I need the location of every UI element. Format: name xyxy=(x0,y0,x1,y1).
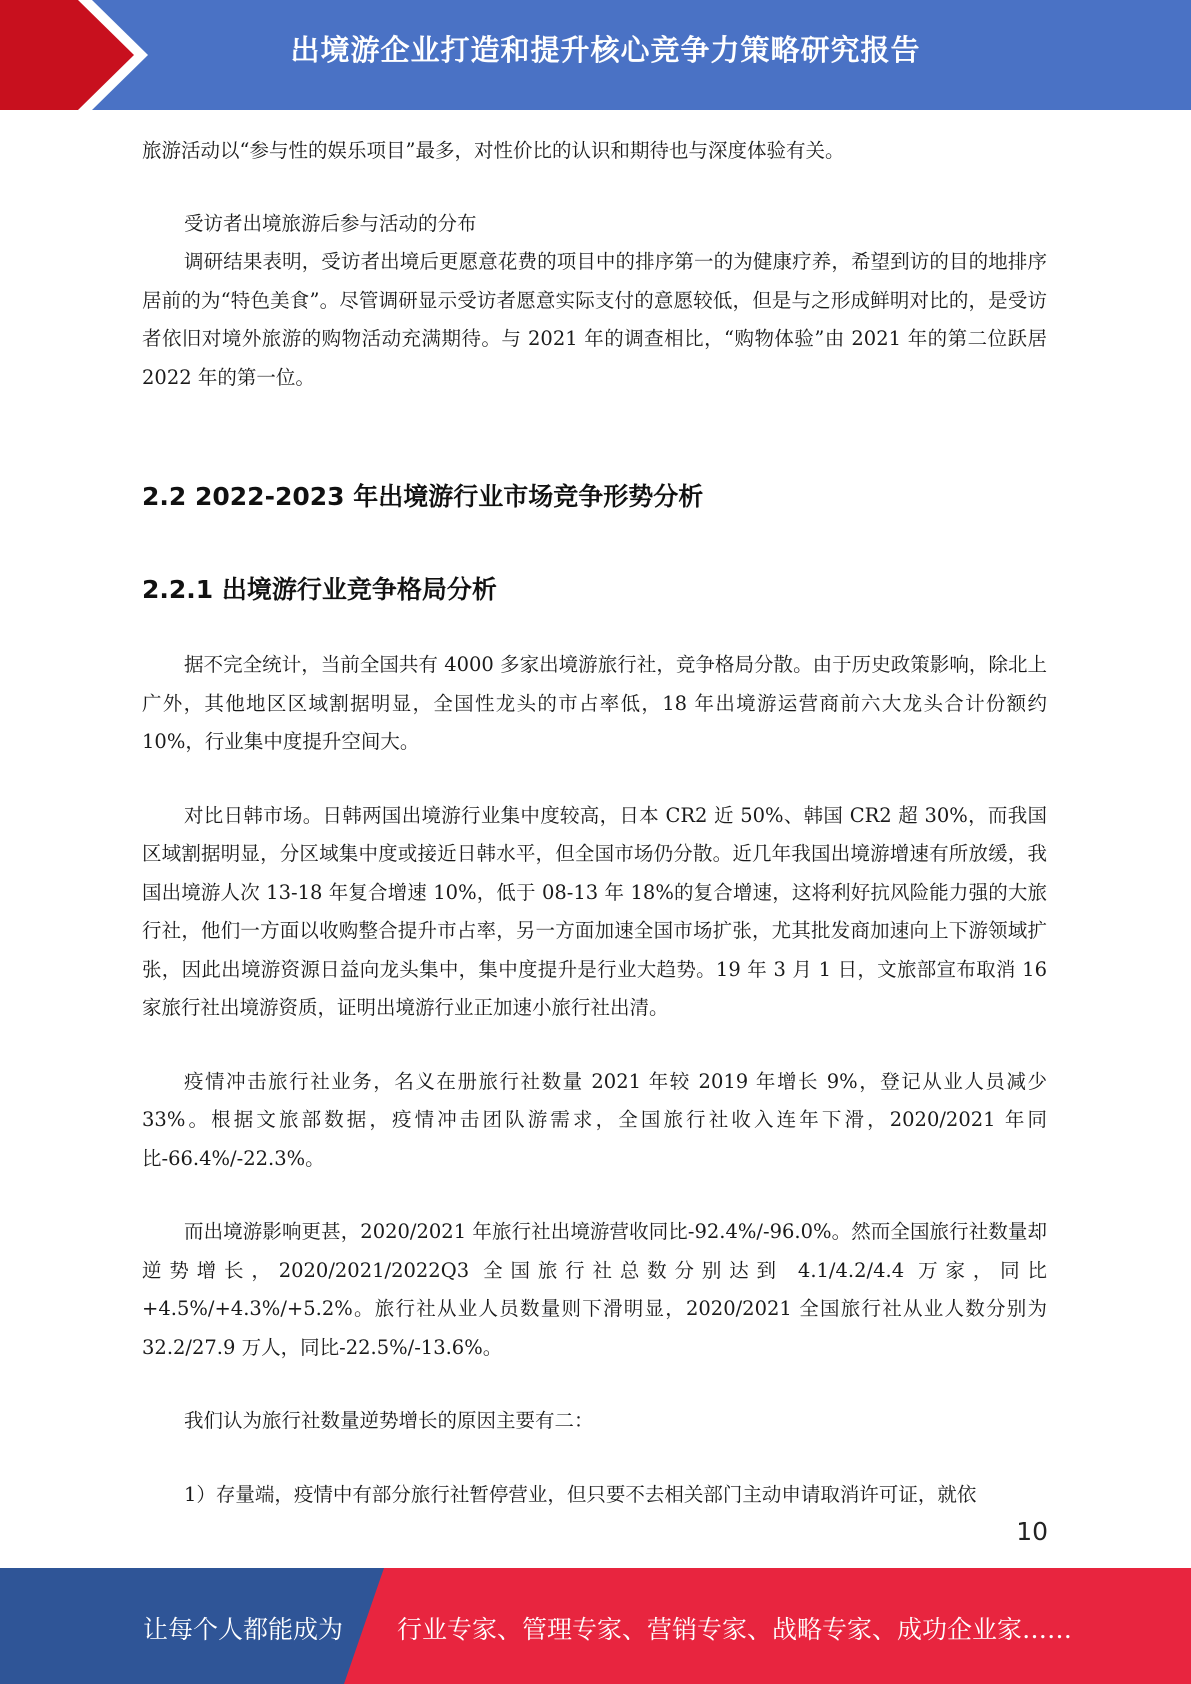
page-number: 10 xyxy=(1016,1517,1048,1546)
paragraph: 疫情冲击旅行社业务，名义在册旅行社数量 2021 年较 2019 年增长 9%，登记从业人员减少 33%。根据文旅部数据，疫情冲击团队游需求，全国旅行社收入连年下滑，2020/2021 年同比-66.4%/-22.3%。 xyxy=(142,1069,1047,1170)
page-content xyxy=(142,132,1047,1514)
paragraph: 我们认为旅行社数量逆势增长的原因主要有二： xyxy=(184,1409,594,1432)
paragraph: 调研结果表明，受访者出境后更愿意花费的项目中的排序第一的为健康疗养，希望到访的目的地排序居前的为“特色美食”。尽管调研显示受访者愿意实际支付的意愿较低，但是与之形成鲜明对比的，是受访者依旧对境外旅游的购物活动充满期待。与 2021 年的调查相比，“购物体验”由 2021 年的第二位跃居 2022 年的第一位。 xyxy=(142,250,1047,389)
section-heading: 2.2 2022-2023 年出境游行业市场竞争形势分析 xyxy=(142,482,704,511)
paragraph: 而出境游影响更甚，2020/2021 年旅行社出境游营收同比-92.4%/-96.0%。然而全国旅行社数量却逆势增长，2020/2021/2022Q3 全国旅行社总数分别达到 4.1/4.2/4.4 万家，同比+4.5%/+4.3%/+5.2%。旅行社从业人员数量则下滑明显，2020/2021 全国旅行社从业人数分别为 32.2/27.9 万人，同比-22.5%/-13.6%。 xyxy=(142,1220,1047,1359)
page-footer xyxy=(0,1568,1191,1684)
header-title: 出境游企业打造和提升核心竞争力策略研究报告 xyxy=(290,33,921,67)
subsection-heading: 2.2.1 出境游行业竞争格局分析 xyxy=(142,575,497,604)
figure-caption: 受访者出境旅游后参与活动的分布 xyxy=(184,211,477,235)
paragraph: 旅游活动以“参与性的娱乐项目”最多，对性价比的认识和期待也与深度体验有关。 xyxy=(142,139,845,162)
paragraph: 对比日韩市场。日韩两国出境游行业集中度较高，日本 CR2 近 50%、韩国 CR2 超 30%，而我国区域割据明显，分区域集中度或接近日韩水平，但全国市场仍分散。近几年我国出境游增速有所放缓，我国出境游人次 13-18 年复合增速 10%，低于 08-13 年 18%的复合增速，这将利好抗风险能力强的大旅行社，他们一方面以收购整合提升市占率，另一方面加速全国市场扩张，尤其批发商加速向上下游领域扩张，因此出境游资源日益向龙头集中，集中度提升是行业大趋势。19 年 3 月 1 日，文旅部宣布取消 16 家旅行社出境游资质，证明出境游行业正加速小旅行社出清。 xyxy=(142,803,1047,1019)
footer-slogan-left: 让每个人都能成为 xyxy=(143,1615,344,1644)
page-header xyxy=(0,0,1191,110)
footer-slogan-right: 行业专家、管理专家、营销专家、战略专家、成功企业家…… xyxy=(397,1615,1073,1644)
paragraph: 据不完全统计，当前全国共有 4000 多家出境游旅行社，竞争格局分散。由于历史政策影响，除北上广外，其他地区区域割据明显，全国性龙头的市占率低，18 年出境游运营商前六大龙头合计份额约 10%，行业集中度提升空间大。 xyxy=(142,653,1047,753)
paragraph: 1）存量端，疫情中有部分旅行社暂停营业，但只要不去相关部门主动申请取消许可证，就依 xyxy=(184,1482,977,1506)
